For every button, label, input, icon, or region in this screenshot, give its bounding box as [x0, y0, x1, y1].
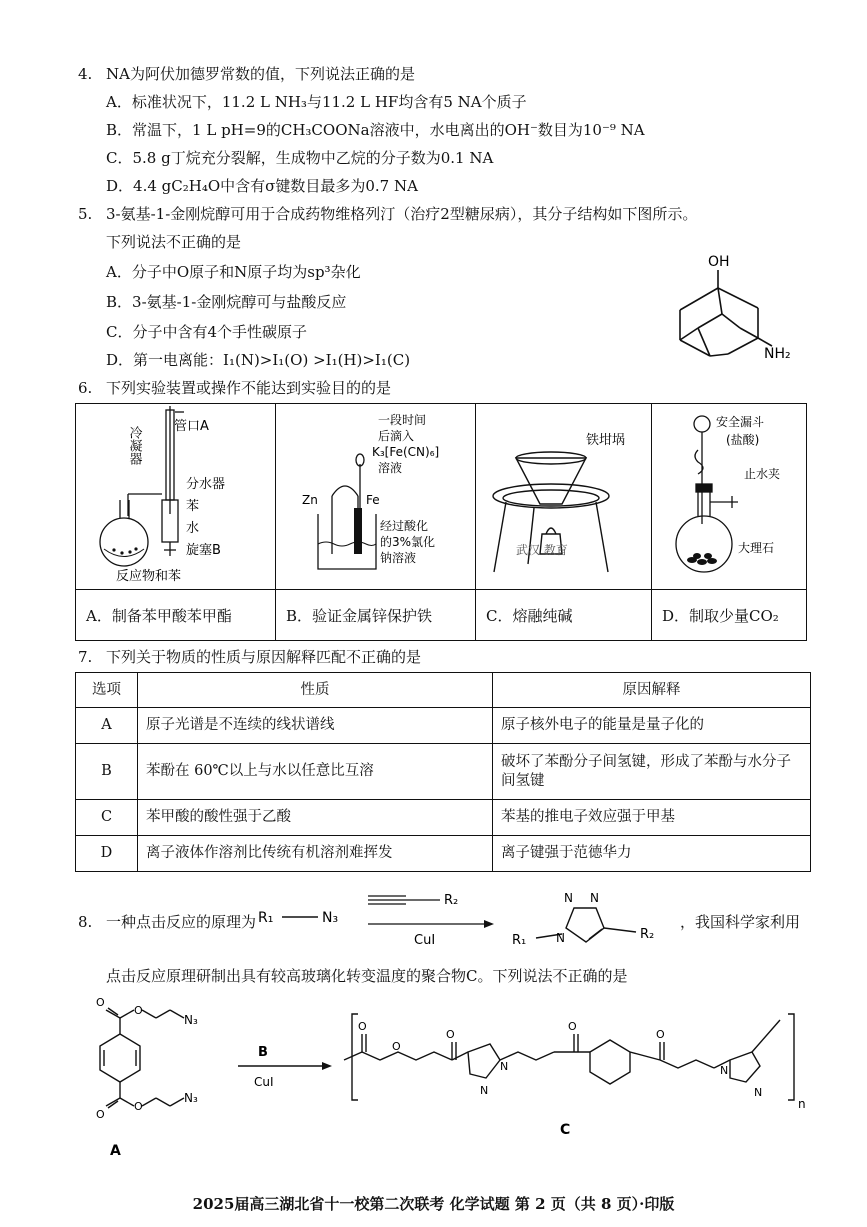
polymerization-arrow	[238, 1040, 338, 1090]
q5-option-d: D．第一电离能：I₁(N)>I₁(O) >I₁(H)>I₁(C)	[106, 351, 411, 369]
a-o1: O	[96, 996, 105, 1009]
q6-number: 6.	[78, 379, 93, 397]
q8-stem-pre: 一种点击反应的原理为	[106, 913, 257, 931]
q5-option-b: B．3-氨基-1-金刚烷醇可与盐酸反应	[106, 293, 347, 311]
label-funnel: 安全漏斗	[716, 415, 765, 429]
q8-number: 8.	[78, 913, 93, 931]
c-n2: N	[500, 1060, 509, 1073]
alkyne-r2-label: R₂	[444, 893, 459, 908]
label-b-sol1: 经过酸化	[380, 519, 429, 533]
a-o2: O	[134, 1004, 143, 1017]
label-b-reagent: K₃[Fe(CN)₆]	[372, 445, 440, 459]
label-watermark: 武汉 教育	[516, 543, 568, 557]
label-condenser: 冷凝器	[126, 426, 142, 465]
header-reason: 原因解释	[493, 673, 811, 708]
a-o4: O	[134, 1100, 143, 1113]
label-b-solution: 溶液	[378, 461, 403, 475]
q7-number: 7.	[78, 648, 93, 666]
row-b-option: B	[76, 744, 138, 800]
label-b-sol3: 钠溶液	[380, 551, 417, 565]
q4-option-a: A．标准状况下，11.2 L NH₃与11.2 L HF均含有5 NA个质子	[106, 93, 527, 111]
q5-stem-line2: 下列说法不正确的是	[106, 233, 242, 251]
triazole-n2: N	[590, 891, 599, 905]
c-n3: N	[720, 1064, 729, 1077]
q5-option-c: C．分子中含有4个手性碳原子	[106, 323, 308, 341]
c-o1: O	[358, 1020, 367, 1033]
label-benzene: 苯	[186, 499, 200, 514]
apparatus-b	[276, 404, 476, 590]
q7-property-table	[75, 672, 811, 872]
q4-option-d: D．4.4 gC₂H₄O中含有σ键数目最多为0.7 NA	[106, 177, 418, 195]
q5-stem-line1: 3-氨基-1-金刚烷醇可用于合成药物维格列汀（治疗2型糖尿病），其分子结构如下图所示。	[106, 205, 698, 223]
compound-a-structure	[80, 990, 250, 1160]
row-a-reason: 原子核外电子的能量是量子化的	[493, 708, 811, 744]
c-o2: O	[392, 1040, 401, 1053]
row-a-property: 原子光谱是不连续的线状谱线	[138, 708, 493, 744]
caption-d: D．制取少量CO₂	[652, 590, 807, 641]
n3-label: N₃	[322, 910, 339, 926]
row-d-option: D	[76, 836, 138, 872]
q4-option-b: B．常温下，1 L pH=9的CH₃COONa溶液中，水电离出的OH⁻数目为10⁻⁹ NA	[106, 121, 645, 139]
label-b-sol2: 的3%氯化	[380, 535, 436, 549]
label-crucible: 铁坩埚	[586, 433, 626, 448]
label-stopcock-b: 旋塞B	[186, 543, 221, 558]
adamantane-oh-label: OH	[708, 254, 730, 270]
c-o5: O	[656, 1028, 665, 1041]
r1-label: R₁	[258, 910, 274, 926]
triazole-n1: N	[564, 891, 573, 905]
row-c-property: 苯甲酸的酸性强于乙酸	[138, 800, 493, 836]
triazole-r2: R₂	[640, 927, 655, 942]
click-reaction-scheme	[256, 882, 676, 954]
c-o3: O	[446, 1028, 455, 1041]
apparatus-a	[76, 404, 276, 590]
compound-c-label: C	[560, 1122, 571, 1138]
header-option: 选项	[76, 673, 138, 708]
label-marble: 大理石	[738, 541, 775, 555]
header-property: 性质	[138, 673, 493, 708]
a-n3-top: N₃	[184, 1013, 198, 1027]
caption-c: C．熔融纯碱	[476, 590, 652, 641]
label-zn: Zn	[302, 493, 318, 507]
label-b-drop1: 一段时间	[378, 413, 427, 427]
label-water: 水	[186, 521, 200, 536]
catalyst-label: CuI	[414, 933, 436, 948]
c-n4: N	[754, 1086, 763, 1099]
apparatus-d	[652, 404, 807, 590]
row-b-property: 苯酚在 60℃以上与水以任意比互溶	[138, 744, 493, 800]
adamantane-nh2-label: NH₂	[764, 346, 791, 362]
label-separator: 分水器	[186, 477, 226, 492]
q5-option-a: A．分子中O原子和N原子均为sp³杂化	[106, 263, 361, 281]
q4-stem: NA为阿伏加德罗常数的值，下列说法正确的是	[106, 65, 415, 83]
row-c-reason: 苯基的推电子效应强于甲基	[493, 800, 811, 836]
q8-stem-post: ，我国科学家利用	[680, 913, 801, 931]
row-d-property: 离子液体作溶剂比传统有机溶剂难挥发	[138, 836, 493, 872]
row-b-reason: 破坏了苯酚分子间氢键，形成了苯酚与水分子间氢键	[493, 744, 811, 800]
polymer-n-label: n	[798, 1097, 806, 1111]
q4-option-c: C．5.8 g丁烷充分裂解，生成物中乙烷的分子数为0.1 NA	[106, 149, 494, 167]
label-port-a: 管口A	[174, 419, 209, 434]
label-acid: (盐酸)	[726, 433, 760, 447]
a-o3: O	[96, 1108, 105, 1121]
label-reactants: 反应物和苯	[116, 569, 182, 584]
compound-a-label: A	[110, 1143, 121, 1159]
c-n1: N	[480, 1084, 489, 1097]
q4-number: 4.	[78, 65, 93, 83]
triazole-r1: R₁	[512, 933, 527, 948]
q8-stem-line2: 点击反应原理研制出具有较高玻璃化转变温度的聚合物C。下列说法不正确的是	[106, 967, 628, 985]
q7-stem: 下列关于物质的性质与原因解释匹配不正确的是	[106, 648, 422, 666]
polymer-c-structure	[340, 1000, 820, 1140]
c-o4: O	[568, 1020, 577, 1033]
caption-a: A．制备苯甲酸苯甲酯	[76, 590, 276, 641]
triazole-n3: N	[556, 931, 565, 945]
q5-number: 5.	[78, 205, 93, 223]
reagent-b-label: B	[258, 1045, 268, 1060]
label-clamp: 止水夹	[744, 467, 781, 481]
label-fe: Fe	[366, 493, 380, 507]
row-a-option: A	[76, 708, 138, 744]
a-n3-bottom: N₃	[184, 1091, 198, 1105]
page-footer: 2025届高三湖北省十一校第二次联考 化学试题 第 2 页（共 8 页）·印版	[192, 1195, 675, 1213]
catalyst-cui-label: CuI	[254, 1075, 274, 1089]
label-b-drop2: 后滴入	[378, 429, 415, 443]
adamantane-structure	[660, 248, 800, 368]
q6-apparatus-table	[75, 403, 807, 641]
row-d-reason: 离子键强于范德华力	[493, 836, 811, 872]
q6-stem: 下列实验装置或操作不能达到实验目的的是	[106, 379, 392, 397]
caption-b: B．验证金属锌保护铁	[276, 590, 476, 641]
apparatus-c	[476, 404, 652, 590]
row-c-option: C	[76, 800, 138, 836]
